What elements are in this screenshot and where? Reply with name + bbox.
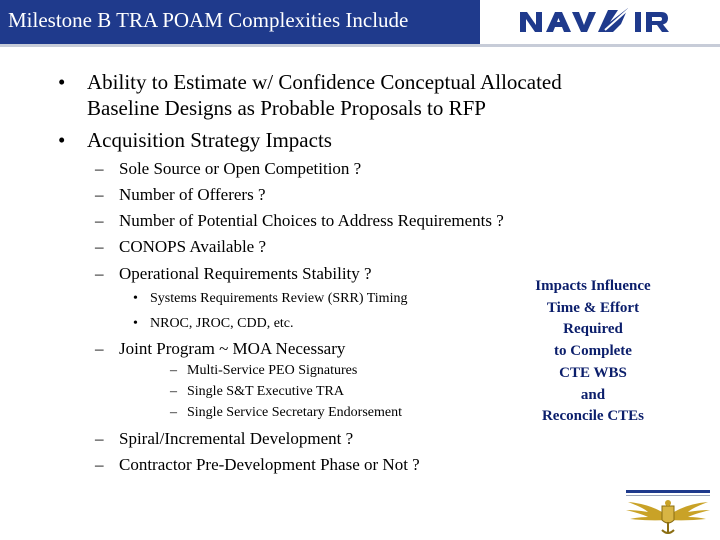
bullet-symbol: • <box>58 70 66 94</box>
callout-line: Reconcile CTEs <box>541 408 645 425</box>
slide-title: Milestone B TRA POAM Complexities Include <box>8 8 409 32</box>
impacts-callout <box>508 276 678 428</box>
sub-bullet-text: Number of Potential Choices to Address Requirements ? <box>119 211 504 230</box>
sub-bullet-text: Sole Source or Open Competition ? <box>119 159 362 178</box>
bullet-text-line: Baseline Designs as Probable Proposals to RFP <box>87 96 486 120</box>
dash-symbol: – <box>95 339 104 358</box>
level4-text: Single Service Secretary Endorsement <box>187 405 402 420</box>
title-divider <box>0 44 720 47</box>
sub-bullet-text: Contractor Pre-Development Phase or Not ? <box>119 455 420 474</box>
dash-symbol: – <box>95 455 104 474</box>
level3-text: Systems Requirements Review (SRR) Timing <box>150 291 408 306</box>
navair-logo <box>480 0 720 44</box>
bullet-symbol: • <box>58 128 66 152</box>
dash-symbol: – <box>95 211 104 230</box>
dash-symbol: – <box>95 159 104 178</box>
level4-text: Multi-Service PEO Signatures <box>187 363 358 378</box>
dash-symbol: – <box>95 185 104 204</box>
bullet-symbol: • <box>133 291 138 306</box>
callout-line: Impacts Influence <box>535 278 651 294</box>
callout-line: to Complete <box>554 343 632 360</box>
sub-bullet-text: Spiral/Incremental Development ? <box>119 429 354 448</box>
dash-symbol: – <box>170 384 177 399</box>
dash-symbol: – <box>170 405 177 420</box>
callout-line: CTE WBS <box>559 364 627 381</box>
naval-aviation-wings-icon <box>618 486 718 538</box>
callout-line: Time & Effort <box>546 299 640 316</box>
sub-bullet-text: Number of Offerers ? <box>119 185 266 204</box>
dash-symbol: – <box>95 264 104 283</box>
callout-line: and <box>580 386 606 403</box>
navair-logo-icon <box>480 0 720 44</box>
dash-symbol: – <box>95 429 104 448</box>
sub-bullet-text: Joint Program ~ MOA Necessary <box>119 339 346 358</box>
bullet-text-line: Ability to Estimate w/ Confidence Conceptual Allocated <box>87 70 562 94</box>
sub-bullet-text: Operational Requirements Stability ? <box>119 264 372 283</box>
dash-symbol: – <box>170 363 177 378</box>
bullet-text-line: Acquisition Strategy Impacts <box>87 128 332 152</box>
dash-symbol: – <box>95 237 104 256</box>
callout-line: Required <box>563 321 623 338</box>
bullet-symbol: • <box>133 316 138 331</box>
sub-bullet-text: CONOPS Available ? <box>119 237 267 256</box>
level3-text: NROC, JROC, CDD, etc. <box>150 316 294 331</box>
level4-text: Single S&T Executive TRA <box>187 384 344 399</box>
